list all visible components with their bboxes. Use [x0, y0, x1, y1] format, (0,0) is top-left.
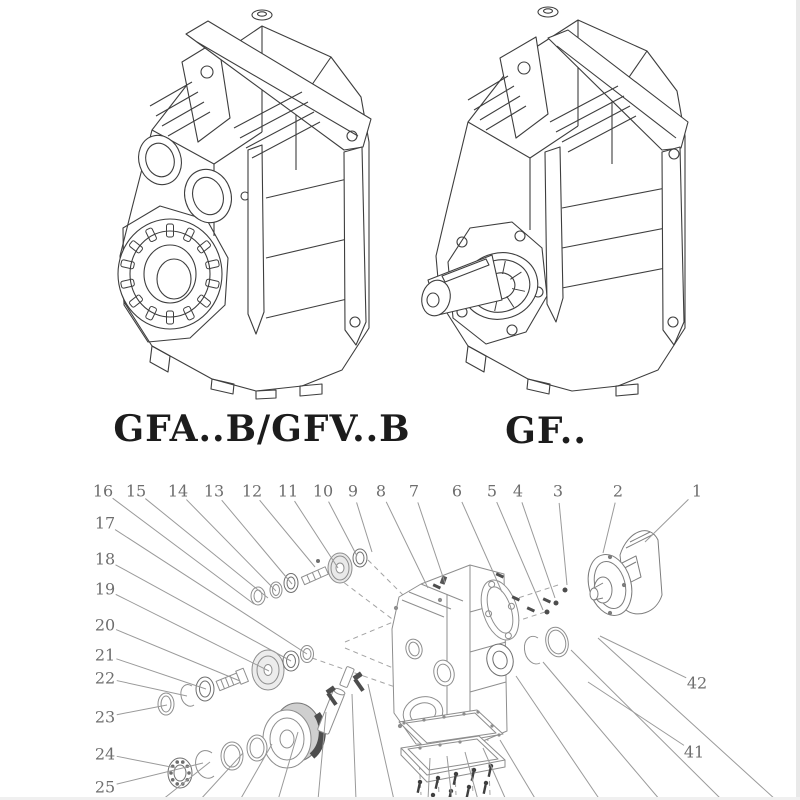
callout-label-16: 16 [92, 481, 114, 501]
callout-label-3: 3 [552, 481, 564, 501]
gasket-bolt-hole [462, 712, 465, 715]
leader-line-14 [186, 500, 276, 591]
gearbox-drawing-solid-shaft [418, 7, 688, 396]
leader-line-12 [260, 500, 315, 567]
leader-line-22 [117, 681, 187, 696]
leader-line-24 [117, 756, 176, 768]
leader-line-4 [522, 502, 555, 598]
callout-label-9: 9 [347, 481, 359, 501]
leader-line-15 [145, 499, 268, 598]
callout-label-8: 8 [375, 481, 387, 501]
gasket-bolt-hole [402, 721, 405, 724]
leader-line-7 [418, 502, 445, 583]
callout-label-1: 1 [691, 481, 703, 501]
bearing-ball [175, 782, 179, 786]
callout-label-20: 20 [94, 615, 116, 635]
caption-gfa-gfv: GFA..B/GFV..B [113, 408, 411, 450]
gasket-bolt-hole [476, 710, 479, 713]
gasket-bolt-hole [418, 746, 421, 749]
gasket-bolt-hole [422, 718, 425, 721]
pan-bolt [434, 775, 441, 789]
callout-label-11: 11 [277, 481, 299, 501]
callout-label-22: 22 [94, 668, 116, 688]
callout-label-15: 15 [125, 481, 147, 501]
callout-label-41: 41 [683, 742, 705, 762]
callout-label-5: 5 [486, 481, 498, 501]
callout-label-14: 14 [167, 481, 189, 501]
leader-line-1 [645, 499, 688, 542]
gasket-bolt-hole [438, 743, 441, 746]
motor-part [582, 531, 662, 621]
leader-line-42 [600, 636, 686, 678]
pan-bolt [452, 771, 459, 785]
callout-label-19: 19 [94, 579, 116, 599]
leader-line-21 [116, 659, 206, 689]
callout-label-12: 12 [241, 481, 263, 501]
gasket-bolt-hole [458, 740, 461, 743]
callout-label-4: 4 [512, 481, 524, 501]
leader-line-11 [295, 501, 338, 568]
gasket-bolt-hole [442, 715, 445, 718]
callout-label-23: 23 [94, 707, 116, 727]
bearing-ball [175, 760, 179, 764]
bearing-ball [181, 760, 185, 764]
leader-line-19 [116, 594, 269, 671]
bearing-ball [169, 771, 173, 775]
pan-bolt [416, 779, 423, 793]
gasket-bolt-hole [490, 724, 493, 727]
callout-label-25: 25 [94, 777, 116, 797]
callout-label-42: 42 [686, 673, 708, 693]
callout-label-6: 6 [451, 481, 463, 501]
leader-line-41 [588, 682, 684, 745]
callout-label-2: 2 [612, 481, 624, 501]
input-shaft-group [251, 549, 367, 605]
callout-label-7: 7 [408, 481, 420, 501]
bearing-ball [171, 778, 175, 782]
callout-label-13: 13 [203, 481, 225, 501]
callout-label-17: 17 [94, 513, 116, 533]
leader-line-2 [603, 503, 615, 553]
bearing-ball [187, 771, 191, 775]
gearbox-drawing-hollow-shaft [118, 10, 371, 399]
pan-bolt [482, 780, 489, 794]
leader-line-3 [559, 503, 567, 585]
scan-edge-right [796, 0, 800, 800]
leader-line-10 [329, 502, 357, 556]
callout-label-21: 21 [94, 645, 116, 665]
gasket-bolt-hole [497, 733, 500, 736]
callout-label-10: 10 [312, 481, 334, 501]
leader-line-9 [357, 502, 372, 552]
callout-label-18: 18 [94, 549, 116, 569]
caption-gf: GF.. [505, 410, 587, 452]
callout-label-24: 24 [94, 744, 116, 764]
leader-line-20 [116, 630, 240, 681]
